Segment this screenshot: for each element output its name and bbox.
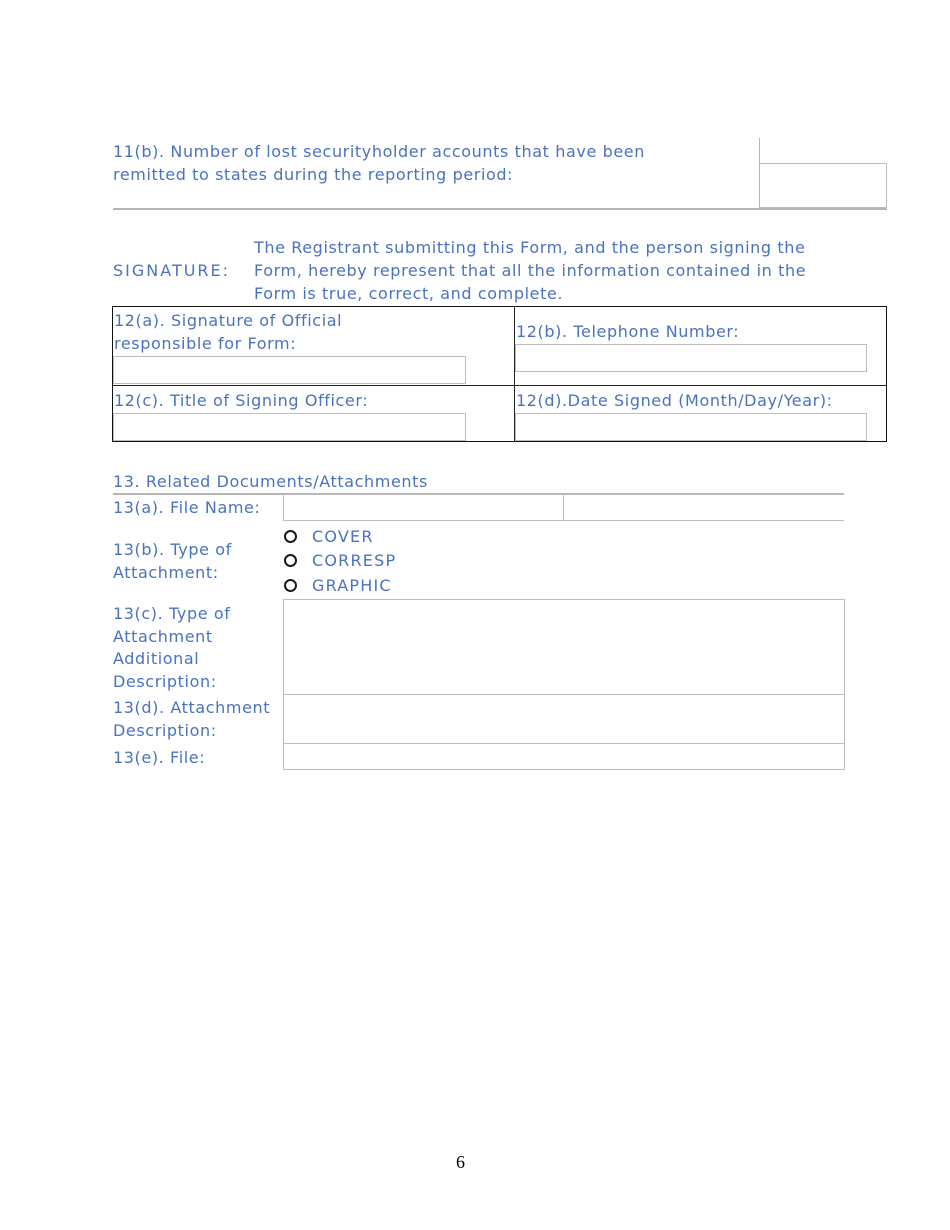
- f13e-label: 13(e). File:: [113, 748, 206, 767]
- f12c-title-input[interactable]: [113, 413, 466, 441]
- f13c-label-line1: 13(c). Type of: [113, 604, 231, 623]
- radio-option-corresp[interactable]: [284, 549, 484, 574]
- f13c-label-line4: Description:: [113, 672, 217, 691]
- signature-statement-line3: Form is true, correct, and complete.: [254, 284, 564, 303]
- signature-heading: SIGNATURE:: [113, 261, 231, 280]
- f12d-label: 12(d).Date Signed (Month/Day/Year):: [516, 391, 833, 410]
- f13d-label-line1: 13(d). Attachment: [113, 698, 271, 717]
- signature-statement-line1: The Registrant submitting this Form, and the person signing the: [254, 238, 806, 257]
- f12b-telephone-input[interactable]: [515, 344, 867, 372]
- f13a-label: 13(a). File Name:: [113, 498, 261, 517]
- signature-statement-line2: Form, hereby represent that all the information contained in the: [254, 261, 807, 280]
- radio-cover-icon[interactable]: [284, 530, 297, 543]
- f13d-label-line2: Description:: [113, 721, 217, 740]
- f13b-label-line2: Attachment:: [113, 563, 219, 582]
- radio-corresp-label: CORRESP: [312, 551, 397, 570]
- f12a-label-line2: responsible for Form:: [114, 334, 297, 353]
- radio-option-cover[interactable]: [284, 525, 484, 550]
- f12a-signature-input[interactable]: [113, 356, 466, 384]
- attachments-heading: 13. Related Documents/Attachments: [113, 472, 428, 491]
- f12b-label: 12(b). Telephone Number:: [516, 322, 740, 341]
- radio-cover-label: COVER: [312, 527, 374, 546]
- f13b-label-line1: 13(b). Type of: [113, 540, 232, 559]
- item-11b-label-line2: remitted to states during the reporting period:: [113, 165, 514, 184]
- radio-option-graphic[interactable]: [284, 574, 484, 599]
- f13e-file-input[interactable]: [283, 743, 845, 770]
- f13c-label-line2: Attachment: [113, 627, 213, 646]
- f12d-date-input[interactable]: [515, 413, 867, 441]
- f13a-file-name-input[interactable]: [283, 494, 564, 521]
- radio-graphic-icon[interactable]: [284, 579, 297, 592]
- f13a-file-name-extra-input[interactable]: [563, 494, 844, 521]
- f13c-additional-description-textarea[interactable]: [283, 599, 845, 695]
- f12a-label-line1: 12(a). Signature of Official: [114, 311, 343, 330]
- f13d-attachment-description-textarea[interactable]: [283, 694, 845, 744]
- signature-table-hdivider: [112, 385, 887, 386]
- page-number: 6: [456, 1152, 465, 1172]
- radio-graphic-label: GRAPHIC: [312, 576, 392, 595]
- f12c-label: 12(c). Title of Signing Officer:: [114, 391, 369, 410]
- radio-corresp-icon[interactable]: [284, 554, 297, 567]
- item-11b-bottom-rule: [113, 208, 887, 210]
- item-11b-count-input[interactable]: [760, 163, 887, 208]
- f13c-label-line3: Additional: [113, 649, 200, 668]
- item-11b-label-line1: 11(b). Number of lost securityholder accounts that have been: [113, 142, 645, 161]
